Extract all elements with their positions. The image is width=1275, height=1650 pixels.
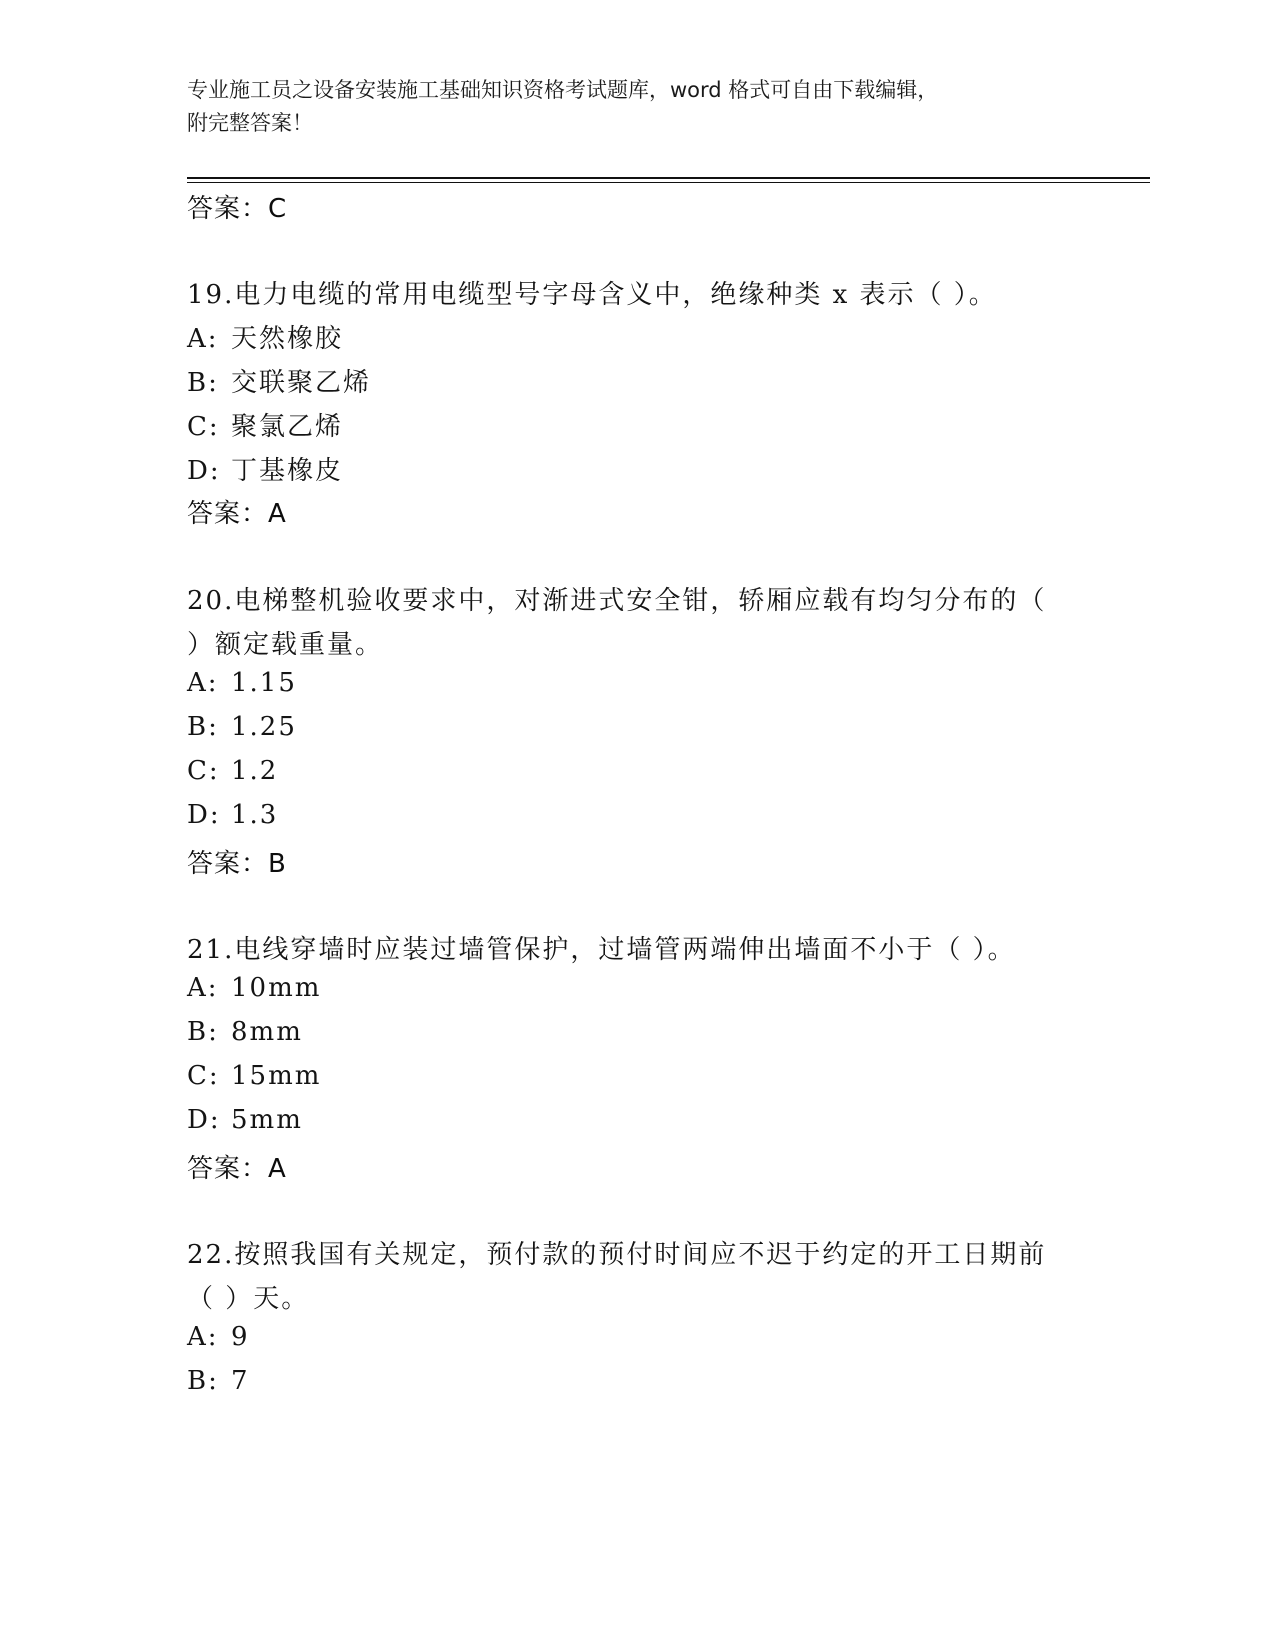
question-21-answer: 答案：A (187, 1154, 287, 1184)
option-text: 1.2 (231, 756, 279, 786)
question-20-stem-line-2: ）额定载重量。 (187, 630, 384, 660)
question-22-stem-line-2: （ ）天。 (187, 1284, 310, 1314)
question-21-option-c (187, 1061, 321, 1091)
option-text: 7 (231, 1366, 250, 1396)
option-key: A: (187, 973, 219, 1003)
question-20-option-a (187, 668, 297, 698)
option-key: A: (187, 324, 219, 354)
option-key: C: (187, 412, 220, 442)
option-text: 天然橡胶 (231, 324, 344, 354)
question-22-option-b (187, 1366, 250, 1396)
document-header (187, 74, 1067, 140)
question-22-stem-line-1: 22.按照我国有关规定，预付款的预付时间应不迟于约定的开工日期前 (187, 1240, 1047, 1270)
header-line-2: 附完整答案！ (187, 111, 313, 135)
option-text: 8mm (231, 1017, 303, 1047)
question-22-option-a (187, 1322, 250, 1352)
question-20-option-c (187, 756, 278, 786)
option-key: B: (187, 712, 219, 742)
option-key: B: (187, 1017, 219, 1047)
option-key: B: (187, 1366, 219, 1396)
option-key: D: (187, 1105, 221, 1135)
question-19-option-d (187, 450, 343, 487)
option-text: 10mm (231, 973, 322, 1003)
header-line-1: 专业施工员之设备安装施工基础知识资格考试题库，word 格式可自由下载编辑， (187, 78, 939, 102)
option-key: D: (187, 800, 221, 830)
question-21-option-d (187, 1105, 303, 1135)
option-key: C: (187, 756, 220, 786)
option-key: D: (187, 456, 221, 486)
question-20-option-b (187, 712, 297, 742)
question-19-answer: 答案：A (187, 499, 287, 529)
question-21-option-a (187, 973, 321, 1003)
question-19-option-b (187, 362, 371, 399)
option-text: 9 (231, 1322, 250, 1352)
question-20-stem-line-1: 20.电梯整机验收要求中，对渐进式安全钳，轿厢应载有均匀分布的（ (187, 586, 1047, 616)
option-text: 1.15 (231, 668, 297, 698)
option-text: 丁基橡皮 (231, 456, 344, 486)
option-key: C: (187, 1061, 220, 1091)
option-key: B: (187, 368, 219, 398)
option-text: 1.25 (231, 712, 297, 742)
question-19-option-c (187, 406, 343, 443)
header-divider-thick (187, 177, 1150, 179)
header-divider-thin (187, 182, 1150, 183)
question-19-option-a (187, 318, 343, 355)
option-key: A: (187, 668, 219, 698)
question-19-stem: 19.电力电缆的常用电缆型号字母含义中，绝缘种类 x 表示（ ）。 (187, 280, 997, 310)
option-key: A: (187, 1322, 219, 1352)
question-20-option-d (187, 800, 278, 830)
option-text: 1.3 (231, 800, 279, 830)
question-21-stem: 21.电线穿墙时应装过墙管保护，过墙管两端伸出墙面不小于（ ）。 (187, 935, 1016, 965)
option-text: 5mm (231, 1105, 303, 1135)
previous-answer: 答案：C (187, 194, 288, 224)
question-21-option-b (187, 1017, 303, 1047)
option-text: 15mm (231, 1061, 322, 1091)
option-text: 聚氯乙烯 (231, 412, 344, 442)
option-text: 交联聚乙烯 (231, 368, 372, 398)
question-20-answer: 答案：B (187, 849, 287, 879)
